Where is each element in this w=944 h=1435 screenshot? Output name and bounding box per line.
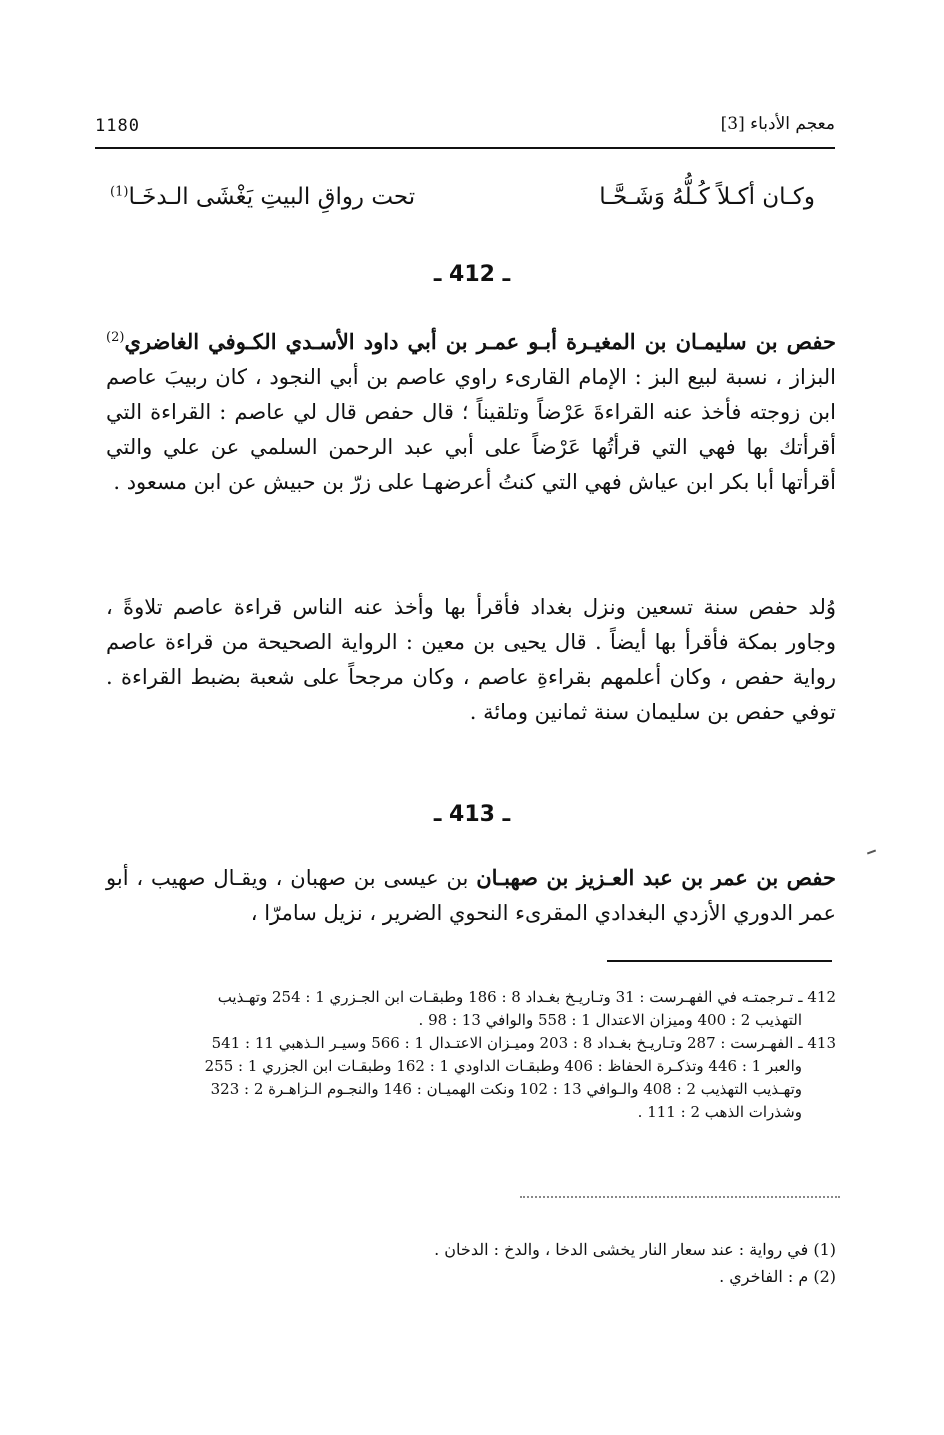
page-number: 1180 (95, 116, 140, 136)
running-header (95, 116, 835, 140)
footnotes (236, 1236, 836, 1290)
margin-mark (867, 850, 876, 855)
book-title: معجم الأدباء [3] (720, 114, 835, 134)
footnote-1: (1) في رواية : عند سعار النار يخشى الدخا ، والدخ : الدخان . (434, 1240, 836, 1259)
entry-412-paragraph-1 (106, 320, 836, 500)
entry-413-paragraph (106, 860, 836, 931)
reference-line: التهذيب 2 : 400 وميزان الاعتدال 1 : 558 والوافي 13 : 98 . (418, 1011, 802, 1029)
verse-hemistich-1: وكـان أكـلاً كُـلُّهُ وَشَـحَّـا (599, 184, 815, 210)
entry-412-number: ـ 412 ـ (433, 262, 511, 287)
entry-413-number: ـ 413 ـ (433, 802, 511, 827)
reference-line: 412 ـ تـرجمتـه في الفهـرست : 31 وتـاريـخ بغـداد 8 : 186 وطبقـات ابن الجـزري 1 : 254 وتهـذيب (217, 988, 836, 1006)
entry-413-name: حفص بن عمر بن عبد العـزيز بن صهبـان (476, 865, 836, 890)
reference-412 (91, 986, 836, 1032)
reference-line: والعبر 1 : 446 وتذكـرة الحفاظ : 406 وطبقـات الداودي 1 : 162 وطبقـات ابن الجزري 1 : 255 (204, 1057, 802, 1075)
dotted-separator (520, 1196, 840, 1198)
entry-412-paragraph-2: وُلد حفص سنة تسعين ونزل بغداد فأقرأ بها وأخذ عنه الناس قراءة عاصم تلاوةً ، وجاور بمكة فأقرأ بها أيضاً . قال يحيى بن معين : الرواية الصحيحة من قراءة عاصم رواية حفص ، وكان أعلمهم بقراءةِ عاصم ، وكان مرجحاً على شعبة بضبط القراءة . توفي حفص بن سليمان سنة ثمانين ومائة . (106, 595, 836, 724)
entry-412-name: حفص بن سليمـان بن المغيـرة أبـو عمـر بن أبي داود الأسـدي الكـوفي الغاضري (124, 329, 836, 354)
entry-412-text-1: البزاز ، نسبة لبيع البز : الإمام القارىء راوي عاصم بن أبي النجود ، كان ربيبَ عاصم ابن زوجته فأخذ عنه القراءةَ عَرْضاً وتلقيناً ؛ قال حفص قال لي عاصم : القراءة التي أقرأتك بها فهي التي قرأتُها عَرْضاً على أبي عبد الرحمن السلمي عن علي والتي أقرأتها أبا بكر ابن عياش فهي التي كنتُ أعرضهـا على زرّ بن حبيش عن ابن مسعود . (106, 365, 836, 494)
reference-line: وتهـذيب التهذيب 2 : 408 والـوافي 13 : 102 ونكت الهميـان : 146 والنجـوم الـزاهـرة 2 : 323 (210, 1080, 802, 1098)
reference-413 (91, 1032, 836, 1124)
reference-line: وشذرات الذهب 2 : 111 . (637, 1103, 802, 1121)
reference-line: 413 ـ الفهـرست : 287 وتـاريـخ بغـداد 8 : 203 وميـزان الاعتـدال 1 : 566 وسيـر الـذهبي 11 : 541 (211, 1034, 836, 1052)
footnote-ref-2: (2) (106, 330, 125, 345)
footnote-2: (2) م : الفاخري . (719, 1267, 836, 1286)
references-rule (607, 960, 832, 962)
references-list (91, 986, 836, 1124)
footnote-ref-1: (1) (110, 184, 129, 200)
header-rule (95, 147, 835, 149)
verse-hemistich-2 (110, 184, 415, 210)
entry-413-text: بن عيسى بن صهبان ، ويقـال صهيب ، أبو عمر الدوري الأزدي البغدادي المقرىء النحوي الضرير ، نزيل سامرّا ، (106, 866, 836, 925)
verse-hemistich-2-text: تحت رواقِ البيتِ يَغْشَى الـدخَـا (128, 184, 416, 210)
verse-line (110, 184, 815, 224)
